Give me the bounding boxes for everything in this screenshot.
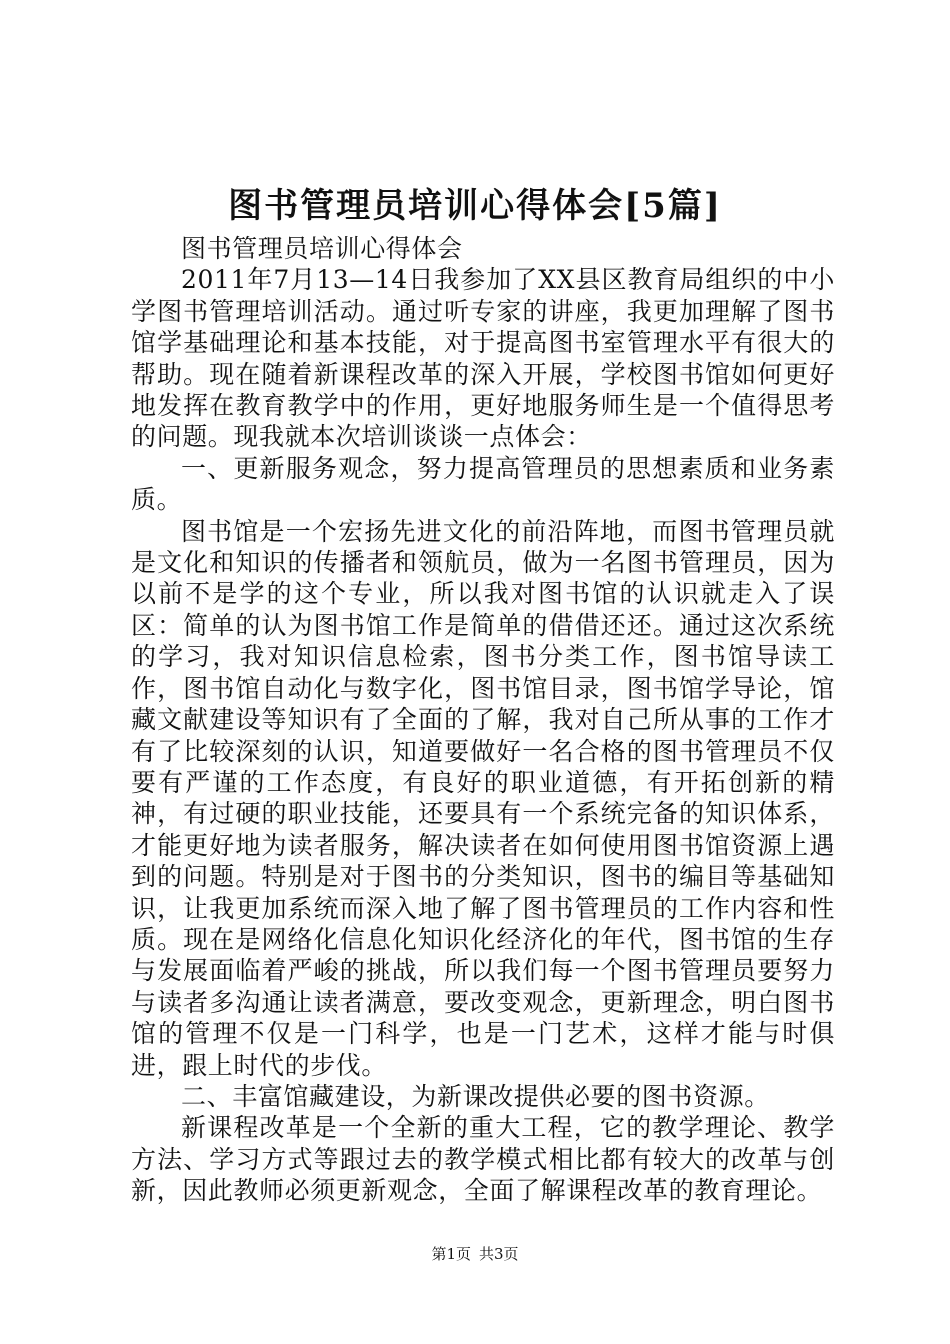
- section-heading-1: 一、更新服务观念，努力提高管理员的思想素质和业务素质。: [131, 453, 835, 515]
- document-body: [131, 233, 835, 1207]
- paragraph-intro: 2011年7月13—14日我参加了XX县区教育局组织的中小学图书管理培训活动。通过听专家的讲座，我更加理解了图书馆学基础理论和基本技能，对于提高图书室管理水平有很大的帮助。现在随着新课程改革的深入开展，学校图书馆如何更好地发挥在教育教学中的作用，更好地服务师生是一个值得思考的问题。现我就本次培训谈谈一点体会：: [131, 265, 835, 452]
- paragraph-section-1: 图书馆是一个宏扬先进文化的前沿阵地，而图书管理员就是文化和知识的传播者和领航员，做为一名图书管理员，因为以前不是学的这个专业，所以我对图书馆的认识就走入了误区：简单的认为图书馆工作是简单的借借还还。通过这次系统的学习，我对知识信息检索，图书分类工作，图书馆导读工作，图书馆自动化与数字化，图书馆目录，图书馆学导论，馆藏文献建设等知识有了全面的了解，我对自己所从事的工作才有了比较深刻的认识，知道要做好一名合格的图书管理员不仅要有严谨的工作态度，有良好的职业道德，有开拓创新的精神，有过硬的职业技能，还要具有一个系统完备的知识体系，才能更好地为读者服务，解决读者在如何使用图书馆资源上遇到的问题。特别是对于图书的分类知识，图书的编目等基础知识，让我更加系统而深入地了解了图书管理员的工作内容和性质。现在是网络化信息化知识化经济化的年代，图书馆的生存与发展面临着严峻的挑战，所以我们每一个图书管理员要努力与读者多沟通让读者满意，要改变观念，更新理念，明白图书馆的管理不仅是一门科学，也是一门艺术，这样才能与时俱进，跟上时代的步伐。: [131, 516, 835, 1080]
- paragraph-section-2: 新课程改革是一个全新的重大工程，它的教学理论、教学方法、学习方式等跟过去的教学模式相比都有较大的改革与创新，因此教师必须更新观念，全面了解课程改革的教育理论。: [131, 1113, 835, 1206]
- page-footer: [0, 1244, 950, 1264]
- page-number: 第1页: [431, 1245, 471, 1263]
- document-title: 图书管理员培训心得体会[5篇]: [228, 186, 722, 226]
- section-heading-2: 二、丰富馆藏建设，为新课改提供必要的图书资源。: [181, 1081, 770, 1111]
- paragraph-subtitle: 图书管理员培训心得体会: [181, 234, 463, 263]
- page-total: 共3页: [479, 1245, 519, 1263]
